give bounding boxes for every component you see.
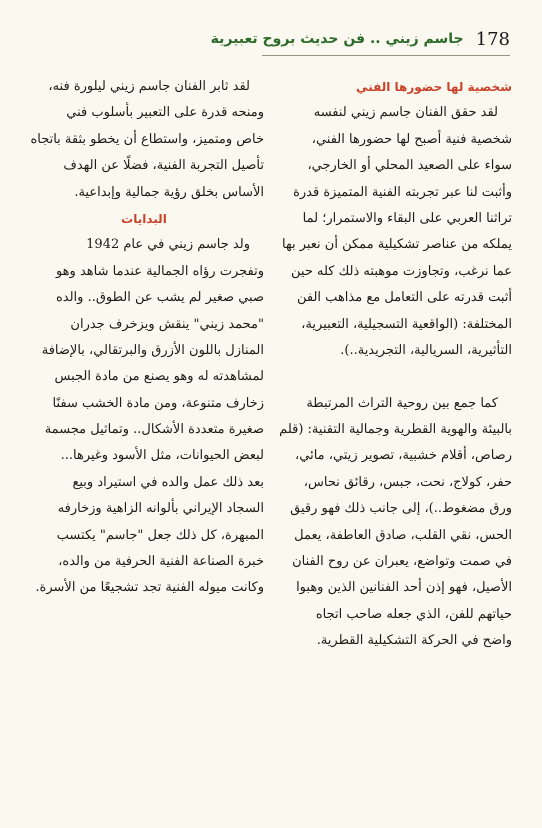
header-title: جاسم زيني .. فن حديث بروح تعبيرية [210, 31, 464, 47]
text-line: لقد حقق الفنان جاسم زيني لنفسه [313, 105, 498, 121]
header-rule [262, 55, 510, 56]
text-line: الحس، نقي القلب، صادق العاطفة، يعمل [294, 527, 512, 543]
text-line: المبهرة، كل ذلك جعل "جاسم" يكتسب [56, 527, 264, 543]
text-line: ومنحه قدرة على التعبير بأسلوب فني [66, 105, 264, 121]
text-line: كما جمع بين روحية التراث المرتبطة [306, 395, 498, 411]
text-line: وكانت ميوله الفنية تجد تشجيعًا من الأسرة. [35, 580, 264, 596]
text-line: عما نرغب، وتجاوزت موهبته ذلك كله حين [291, 263, 512, 279]
text-line: ولد جاسم زيني في عام 1942 [86, 237, 250, 253]
text-line: لبعض الحيوانات، مثل الأسود وغيرها... [60, 448, 264, 464]
paragraph-artistic-presence [272, 100, 512, 364]
text-line: رصاص، أقلام خشبية، تصوير زيتي، مائي، [295, 448, 512, 464]
text-line: تأصيل التجربة الفنية، فضلًا عن الهدف [63, 158, 264, 174]
text-line: المنازل باللون الأزرق والبرتقالي، بالإضافة [41, 342, 264, 358]
text-line: لقد ثابر الفنان جاسم زيني ليلورة فنه، [48, 79, 250, 94]
text-line: خاص ومتميز، واستطاع أن يخطو بثقة باتجاه [30, 131, 264, 147]
text-line: بالبيئة والهوية القطرية وجمالية التقنية: (قلم [279, 422, 512, 438]
text-line: المختلفة: (الواقعية التسجيلية، التعبيرية، [301, 316, 512, 332]
paragraph-gap [272, 364, 512, 390]
paragraph-beginnings [24, 232, 264, 601]
text-line: الأساس بخلق رؤية جمالية وإبداعية. [74, 184, 264, 200]
text-line: زخارف متنوعة، ومن مادة الخشب سفنًا [52, 395, 264, 411]
running-header [210, 26, 510, 52]
paragraph-heritage [272, 391, 512, 655]
section-heading-artistic-presence: شخصية لها حضورها الفني [356, 80, 512, 94]
text-line: يملكه من عناصر تشكيلية ممكن أن نعبر بها [281, 237, 512, 253]
section-heading-beginnings: البدايات [121, 211, 167, 226]
text-line: أثبت قدرته على التعامل مع مذاهب الفن [297, 290, 512, 306]
text-line: السجاد الإيراني بألوانه الزاهية وزخارفه [57, 501, 264, 517]
text-line: واضح في الحركة التشكيلية القطرية. [316, 633, 512, 649]
text-line: "محمد زيني" ينقش ويزخرف جدران [70, 316, 264, 332]
text-line: خبرة الصناعة الفنية الحرفية من والده، [58, 554, 264, 570]
right-column [272, 74, 512, 655]
text-line: في صمت وتواضع، يعبران عن روح الفنان [292, 554, 512, 570]
text-line: ورق مضغوط..)، إلى جانب ذلك فهو رقيق [290, 501, 512, 517]
text-line: حياتهم للفن، الذي جعله صاحب اتجاه [315, 606, 512, 622]
text-line: صبي صغير لم يشب عن الطوق.. والده [55, 290, 264, 306]
page-number: 178 [475, 28, 510, 50]
text-line: التأثيرية، السريالية، التجريدية..). [340, 342, 512, 358]
paragraph-perseverance [24, 74, 264, 206]
text-line: بعد ذلك عمل والده في استيراد وبيع [72, 474, 264, 490]
left-column [24, 74, 264, 602]
text-line: وتفجرت رؤاه الجمالية عندما شاهد وهو [55, 263, 264, 279]
text-line: وأثبت لنا عبر تجربته الفنية المتميزة قدرة [293, 184, 512, 200]
text-line: شخصية فنية أصبح لها حضورها الفني، [311, 131, 512, 147]
text-line: تراثنا العربي على البقاء والاستمرار؛ لما [302, 210, 512, 226]
text-line: الأصيل، فهو إذن أحد الفنانين الذين وهبوا [296, 580, 512, 596]
text-line: لمشاهدته له وهو يصنع من مادة الجبس [54, 369, 264, 385]
text-line: حفر، كولاج، نحت، جبس، رقائق نحاس، [303, 474, 512, 490]
text-line: صغيرة متعددة الأشكال.. وتماثيل مجسمة [44, 422, 264, 438]
text-line: سواء على الصعيد المحلي أو الخارجي، [307, 158, 512, 174]
